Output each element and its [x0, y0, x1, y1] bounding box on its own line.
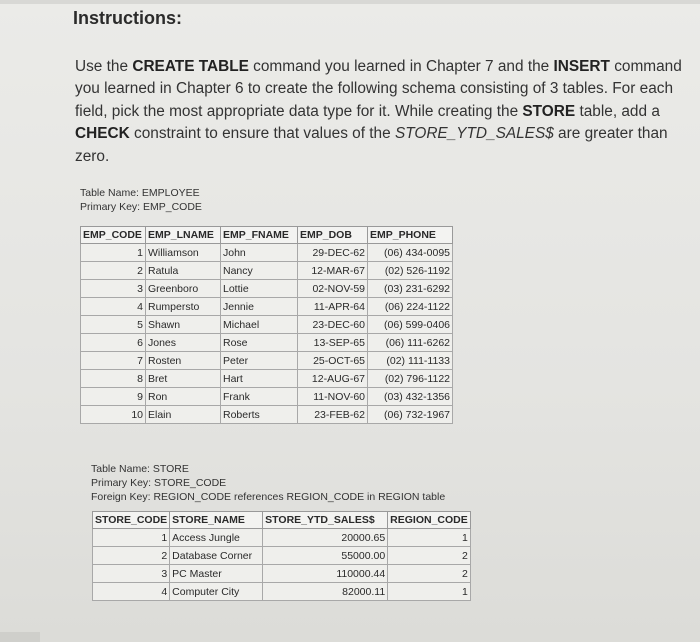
text-bold: CREATE TABLE — [132, 58, 249, 75]
table-cell: Elain — [146, 406, 221, 424]
table-cell: 11-APR-64 — [298, 298, 368, 316]
column-header: EMP_CODE — [81, 227, 146, 244]
table-cell: 2 — [93, 547, 170, 565]
table-cell: 9 — [81, 388, 146, 406]
table-cell: 4 — [93, 583, 170, 601]
store-table — [92, 511, 471, 601]
table-cell: Ron — [146, 388, 221, 406]
table-cell: Lottie — [221, 280, 298, 298]
table-row — [93, 583, 471, 601]
table-cell: Greenboro — [146, 280, 221, 298]
column-header: STORE_NAME — [170, 512, 263, 529]
table-cell: Rumpersto — [146, 298, 221, 316]
table-cell: Ratula — [146, 262, 221, 280]
table-row — [81, 280, 453, 298]
table-cell: (06) 111-6262 — [368, 334, 453, 352]
table-cell: Jennie — [221, 298, 298, 316]
text-bold: STORE — [522, 102, 576, 120]
text-run: are greater than zero. — [75, 125, 668, 165]
table-cell: 4 — [81, 298, 146, 316]
table-row — [81, 262, 453, 280]
table-cell: 7 — [81, 352, 146, 370]
text-bold: INSERT — [553, 58, 610, 75]
table-cell: 29-DEC-62 — [298, 244, 368, 262]
table-cell: Peter — [221, 352, 298, 370]
top-edge — [0, 0, 700, 4]
table-cell: Frank — [221, 388, 298, 406]
column-header: EMP_DOB — [298, 227, 368, 244]
table-cell: 3 — [93, 565, 170, 583]
table-cell: 12-MAR-67 — [298, 262, 368, 280]
table-row — [81, 244, 453, 262]
text-run: command you learned in Chapter 6 to create the following schema consisting of 3 tables. For each field, pick the most appropriate data type for it. While creating the — [75, 58, 682, 120]
column-header: EMP_FNAME — [221, 227, 298, 244]
table-cell: 110000.44 — [263, 565, 388, 583]
employee-meta — [80, 186, 202, 214]
table-cell: (02) 111-1133 — [368, 352, 453, 370]
employee-primary-key: Primary Key: EMP_CODE — [80, 201, 202, 213]
table-row — [93, 529, 471, 547]
table-row — [81, 388, 453, 406]
table-cell: 1 — [388, 529, 471, 547]
table-cell: 02-NOV-59 — [298, 280, 368, 298]
table-cell: (06) 732-1967 — [368, 406, 453, 424]
table-cell: 2 — [388, 547, 471, 565]
table-cell: (03) 432-1356 — [368, 388, 453, 406]
table-cell: 20000.65 — [263, 529, 388, 547]
table-cell: (02) 526-1192 — [368, 262, 453, 280]
table-cell: Michael — [221, 316, 298, 334]
table-cell: Computer City — [170, 583, 263, 601]
table-cell: 23-DEC-60 — [298, 316, 368, 334]
table-row — [81, 316, 453, 334]
table-cell: Hart — [221, 370, 298, 388]
table-cell: 13-SEP-65 — [298, 334, 368, 352]
column-header: STORE_CODE — [93, 512, 170, 529]
table-cell: 10 — [81, 406, 146, 424]
table-cell: 1 — [388, 583, 471, 601]
table-cell: Bret — [146, 370, 221, 388]
table-cell: 1 — [93, 529, 170, 547]
store-foreign-key: Foreign Key: REGION_CODE references REGION_CODE in REGION table — [91, 491, 446, 503]
table-cell: 23-FEB-62 — [298, 406, 368, 424]
store-primary-key: Primary Key: STORE_CODE — [91, 477, 227, 489]
table-cell: (03) 231-6292 — [368, 280, 453, 298]
column-header: STORE_YTD_SALES$ — [263, 512, 388, 529]
employee-header-row — [81, 227, 453, 244]
table-cell: (02) 796-1122 — [368, 370, 453, 388]
table-cell: 1 — [81, 244, 146, 262]
table-cell: Database Corner — [170, 547, 263, 565]
store-header-row — [93, 512, 471, 529]
table-row — [81, 352, 453, 370]
text-italic: STORE_YTD_SALES$ — [394, 125, 554, 143]
table-row — [81, 334, 453, 352]
table-cell: (06) 599-0406 — [368, 316, 453, 334]
table-row — [81, 298, 453, 316]
store-meta — [91, 462, 445, 504]
column-header: REGION_CODE — [388, 512, 471, 529]
instructions-paragraph — [75, 56, 690, 168]
table-cell: Nancy — [221, 262, 298, 280]
table-cell: Rose — [221, 334, 298, 352]
instructions-heading: Instructions: — [73, 8, 183, 28]
table-cell: 82000.11 — [263, 583, 388, 601]
table-cell: 2 — [388, 565, 471, 583]
table-cell: 3 — [81, 280, 146, 298]
table-cell: Access Jungle — [170, 529, 263, 547]
photo-corner — [0, 632, 40, 642]
employee-table-name: Table Name: EMPLOYEE — [80, 187, 200, 199]
employee-table — [80, 226, 453, 424]
table-cell: Jones — [146, 334, 221, 352]
table-row — [93, 547, 471, 565]
table-cell: (06) 434-0095 — [368, 244, 453, 262]
text-run: command you learned in Chapter 7 and the — [248, 58, 554, 75]
table-cell: 8 — [81, 370, 146, 388]
table-cell: Roberts — [221, 406, 298, 424]
text-run: constraint to ensure that values of the — [129, 125, 395, 143]
table-cell: Shawn — [146, 316, 221, 334]
table-cell: 6 — [81, 334, 146, 352]
store-body — [93, 529, 471, 601]
column-header: EMP_LNAME — [146, 227, 221, 244]
table-cell: 55000.00 — [263, 547, 388, 565]
table-cell: John — [221, 244, 298, 262]
table-cell: 12-AUG-67 — [298, 370, 368, 388]
table-cell: 5 — [81, 316, 146, 334]
text-bold: CHECK — [75, 125, 130, 143]
text-run: Use the — [75, 58, 133, 75]
employee-body — [81, 244, 453, 424]
table-cell: 2 — [81, 262, 146, 280]
text-run: table, add a — [575, 102, 660, 120]
table-cell: 11-NOV-60 — [298, 388, 368, 406]
table-row — [81, 406, 453, 424]
table-cell: Williamson — [146, 244, 221, 262]
table-cell: Rosten — [146, 352, 221, 370]
table-row — [81, 370, 453, 388]
column-header: EMP_PHONE — [368, 227, 453, 244]
store-table-name: Table Name: STORE — [91, 463, 189, 475]
table-cell: PC Master — [170, 565, 263, 583]
table-row — [93, 565, 471, 583]
table-cell: 25-OCT-65 — [298, 352, 368, 370]
table-cell: (06) 224-1122 — [368, 298, 453, 316]
